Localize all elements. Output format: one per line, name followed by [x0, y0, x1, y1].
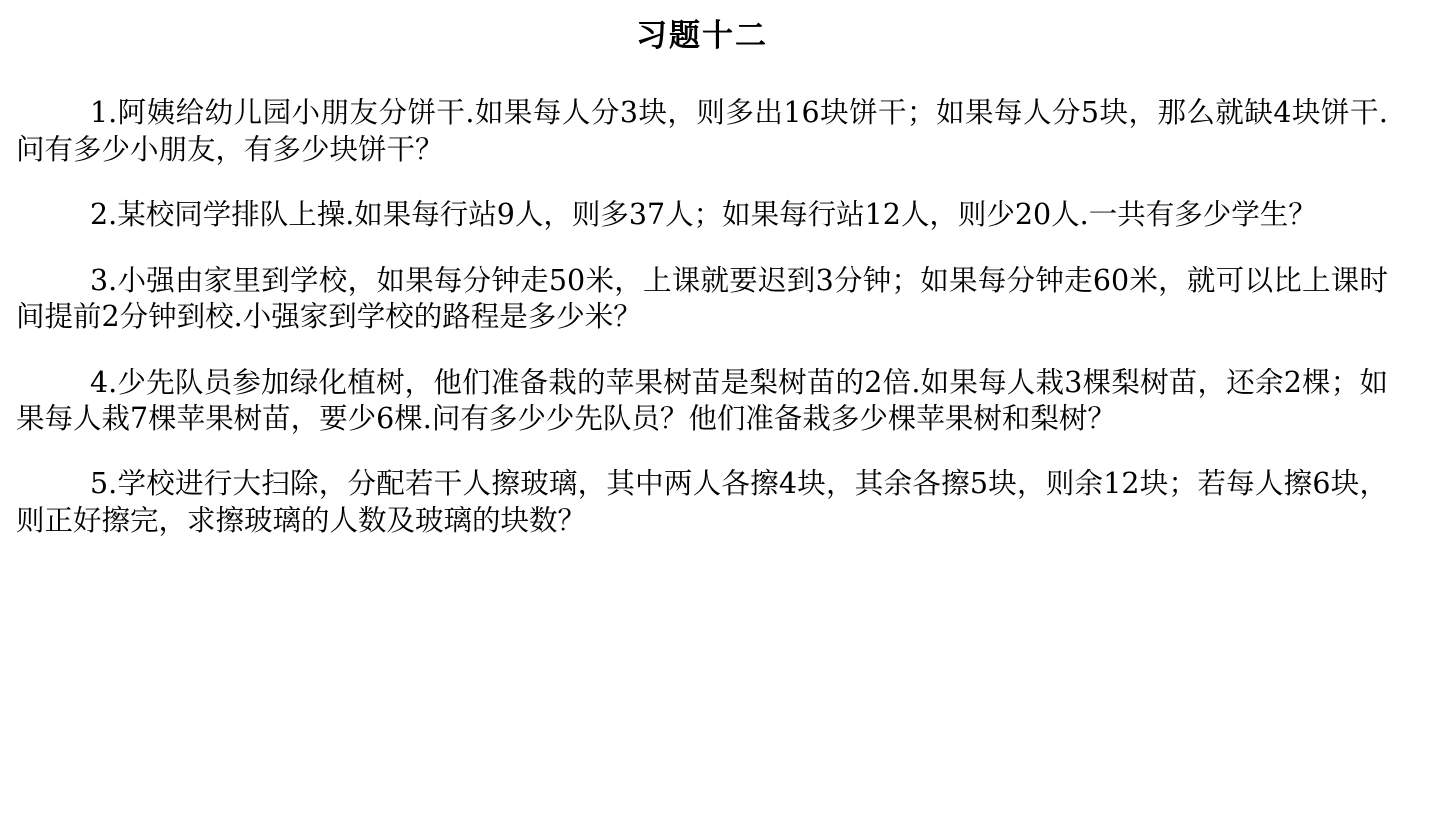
page-title: 习题十二: [636, 18, 768, 54]
problem-item: 2.某校同学排队上操.如果每行站9人，则多37人；如果每行站12人，则少20人.一共有多少学生？: [90, 198, 1317, 232]
problem-item: 1.阿姨给幼儿园小朋友分饼干.如果每人分3块，则多出16块饼干；如果每人分5块，那么就缺4块饼干.问有多少小朋友，有多少块饼干？: [16, 96, 1388, 166]
problem-item: 3.小强由家里到学校，如果每分钟走50米，上课就要迟到3分钟；如果每分钟走60米，就可以比上课时间提前2分钟到校.小强家到学校的路程是多少米？: [16, 263, 1388, 334]
problem-item: 5.学校进行大扫除，分配若干人擦玻璃，其中两人各擦4块，其余各擦5块，则余12块；若每人擦6块，则正好擦完，求擦玻璃的人数及玻璃的块数？: [16, 467, 1388, 537]
problem-list: [16, 95, 1388, 539]
problem-item: 4.少先队员参加绿化植树，他们准备栽的苹果树苗是梨树苗的2倍.如果每人栽3棵梨树苗，还余2棵；如果每人栽7棵苹果树苗，要少6棵.问有多少少先队员？他们准备栽多少棵苹果树和梨树？: [16, 365, 1388, 435]
